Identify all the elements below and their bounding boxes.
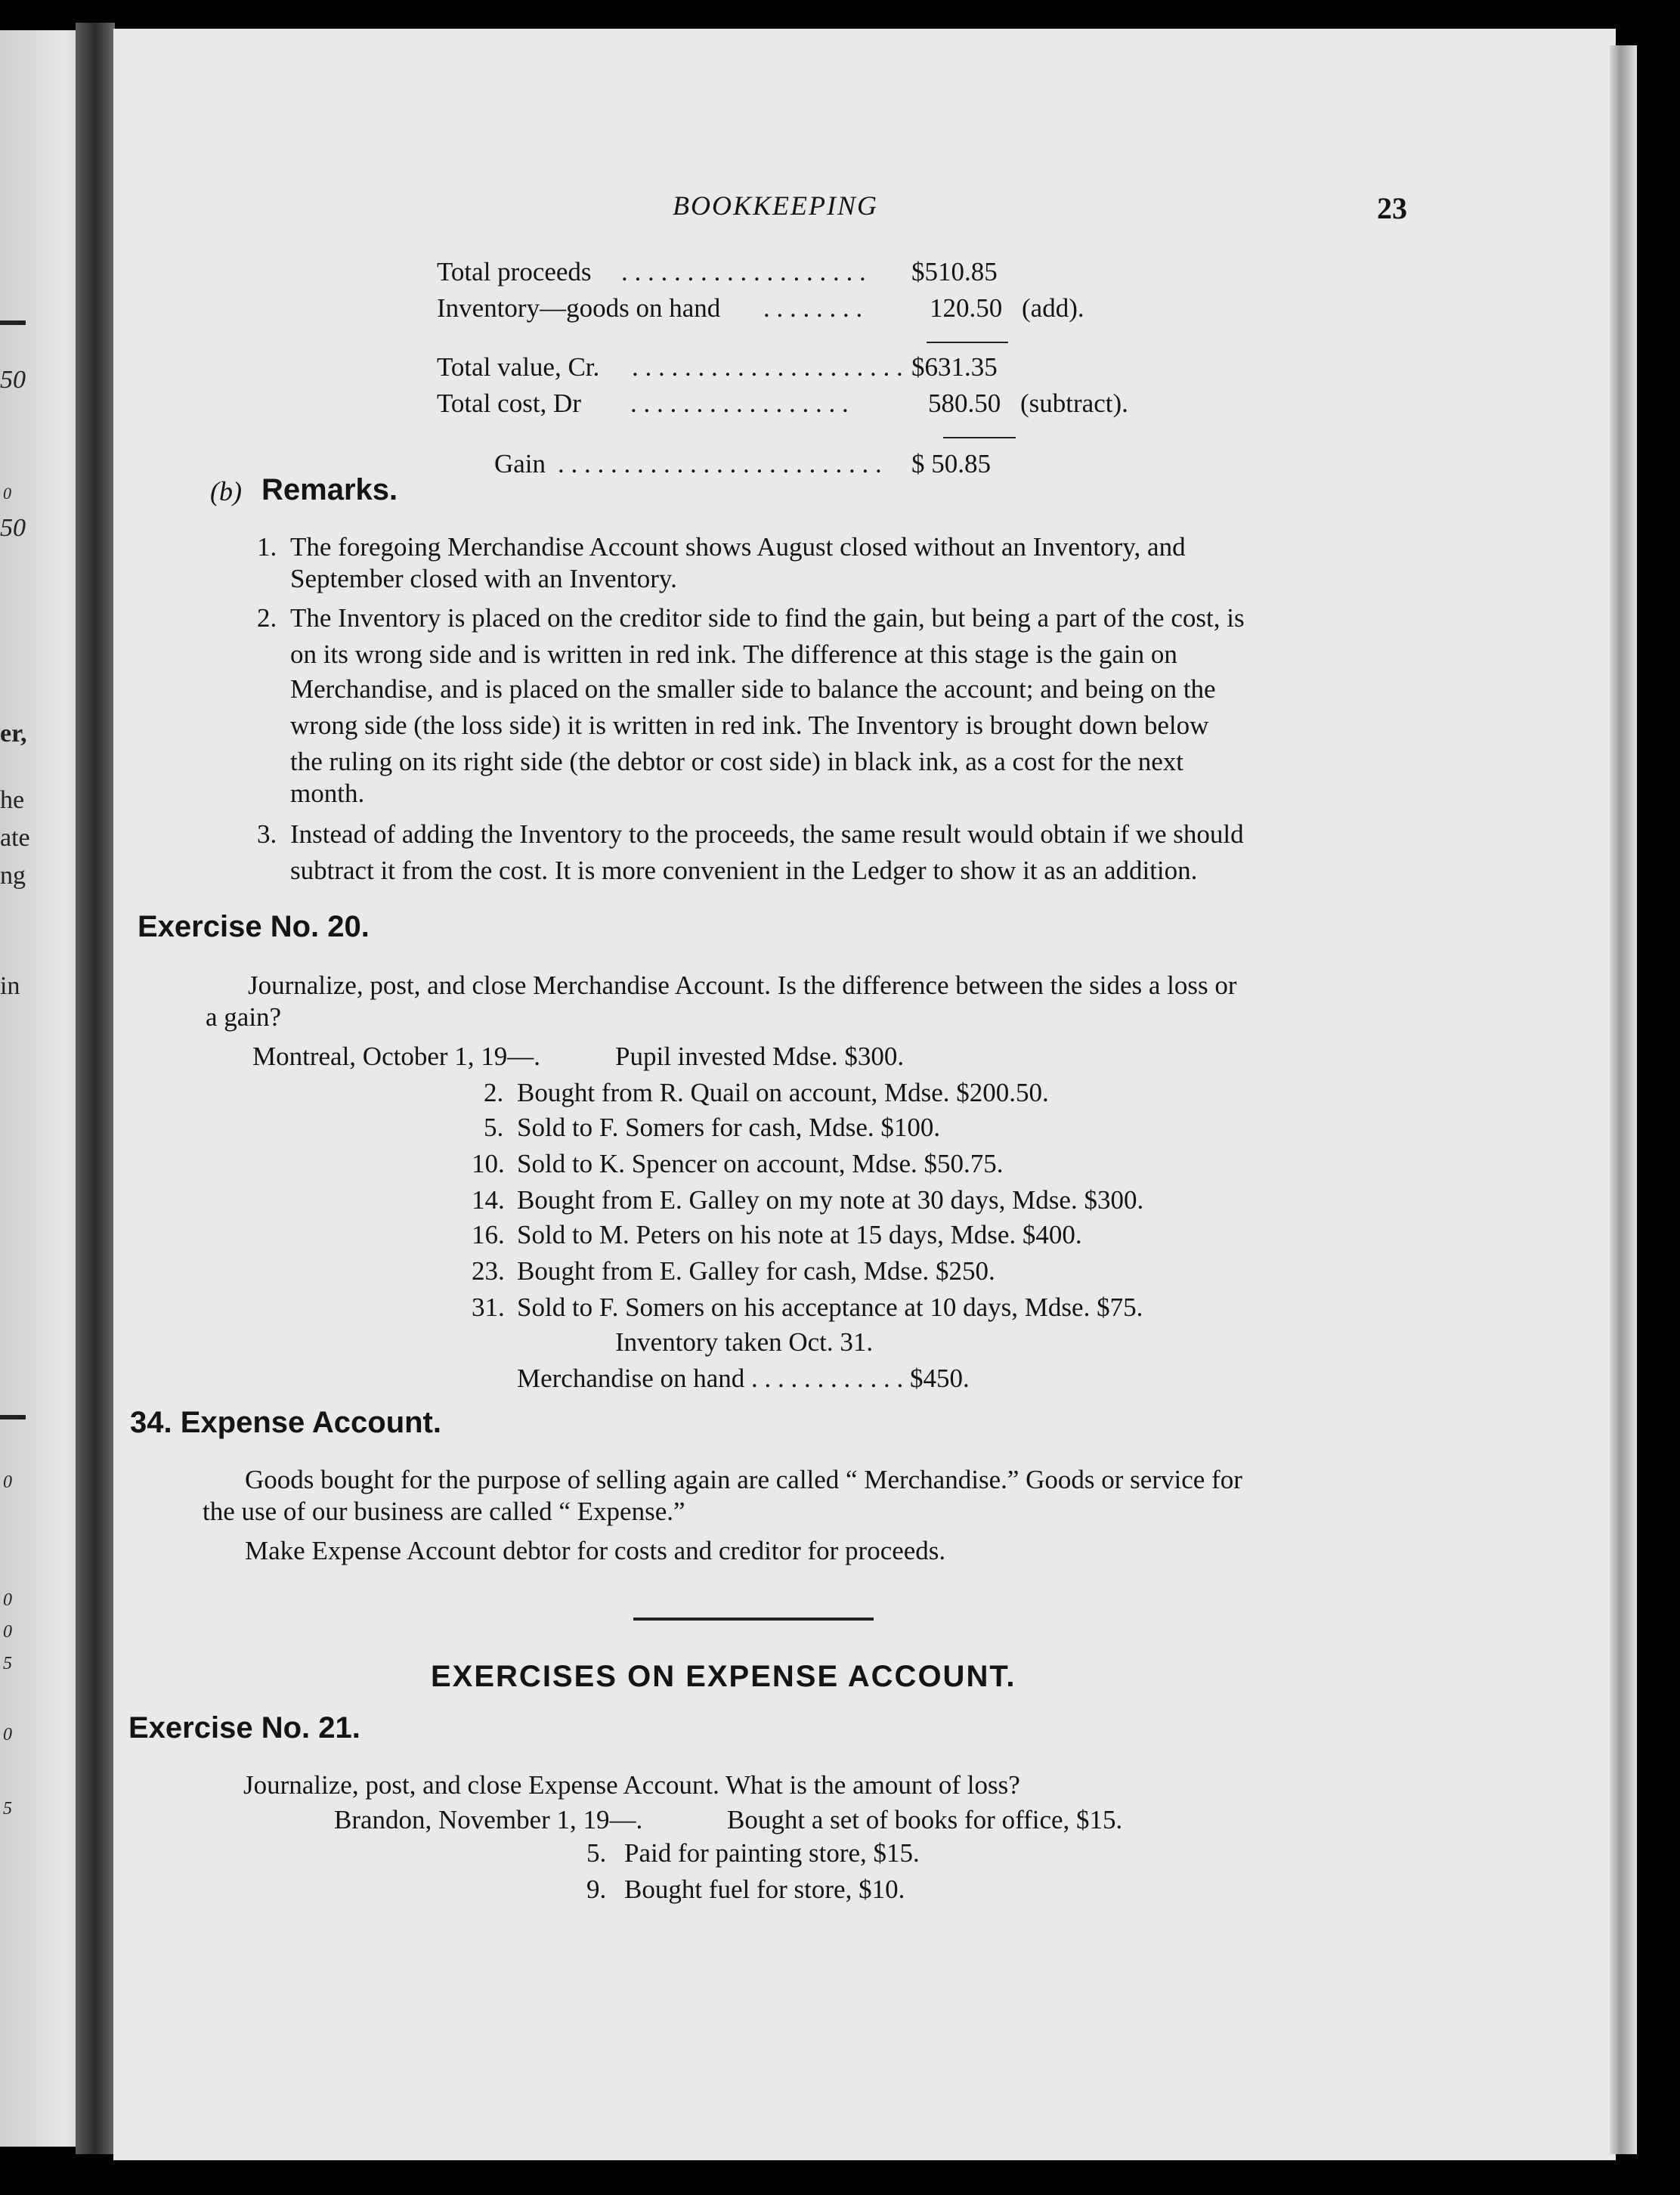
book-gutter [76, 23, 115, 2154]
exercise-20-intro: Journalize, post, and close Merchandise Account. Is the difference between the sides a loss or [248, 971, 1237, 1000]
summary-value: $510.85 [911, 257, 998, 286]
margin-fragment: 50 [0, 366, 26, 394]
entry-date: 14. [472, 1185, 505, 1215]
margin-fragment: ng [0, 862, 26, 890]
summary-rule [943, 437, 1016, 438]
remark-line: wrong side (the loss side) it is written in red ink. The Inventory is brought down below [290, 711, 1209, 740]
exercise-21-intro: Journalize, post, and close Expense Account. What is the amount of loss? [243, 1770, 1020, 1800]
right-page-edge [1610, 45, 1637, 2154]
margin-fragment: er, [0, 720, 27, 748]
summary-value: 120.50 [930, 293, 1003, 323]
entry-date: 23. [472, 1256, 505, 1286]
remark-line: the ruling on its right side (the debtor or cost side) in black ink, as a cost for the next [290, 747, 1183, 776]
exercise-20-heading: Exercise No. 20. [138, 910, 370, 943]
section-34-paragraph: the use of our business are called “ Expense.” [203, 1497, 685, 1526]
entry-text: Bought a set of books for office, $15. [727, 1805, 1123, 1834]
remark-line: Merchandise, and is placed on the smaller side to balance the account; and being on the [290, 674, 1216, 704]
entry-date: Montreal, October 1, 19—. [252, 1042, 541, 1071]
entry-date: 9. [586, 1875, 607, 1904]
entry-text: Paid for painting store, $15. [624, 1838, 920, 1868]
summary-label: Total value, Cr. [437, 352, 600, 382]
remark-line: The foregoing Merchandise Account shows August closed without an Inventory, and [290, 532, 1186, 562]
summary-label: Total cost, Dr [437, 389, 581, 418]
entry-text: Sold to F. Somers for cash, Mdse. $100. [517, 1113, 941, 1142]
entry-text: Bought from E. Galley for cash, Mdse. $250. [517, 1256, 995, 1286]
summary-leader: . . . . . . . . . . . . . . . . . [630, 389, 849, 418]
margin-fragment: 0 [3, 1590, 12, 1610]
entry-date: Brandon, November 1, 19—. [334, 1805, 643, 1834]
summary-label: Total proceeds [437, 257, 592, 286]
margin-fragment: 0 [3, 1725, 12, 1745]
remark-line: subtract it from the cost. It is more convenient in the Ledger to show it as an addition. [290, 856, 1198, 885]
margin-fragment: ate [0, 824, 30, 852]
remark-line: month. [290, 779, 365, 808]
remark-line: Instead of adding the Inventory to the proceeds, the same result would obtain if we should [290, 819, 1244, 849]
summary-note: (subtract). [1020, 389, 1128, 418]
entry-date: 5. [484, 1113, 504, 1142]
summary-value: $631.35 [911, 352, 998, 382]
remark-number: 2. [257, 603, 277, 633]
entry-text: Sold to K. Spencer on account, Mdse. $50.75. [517, 1149, 1004, 1178]
section-34-paragraph: Make Expense Account debtor for costs and creditor for proceeds. [245, 1536, 946, 1565]
margin-fragment: in [0, 972, 20, 1000]
margin-fragment: 0 [3, 1472, 12, 1492]
entry-text: Bought from E. Galley on my note at 30 days, Mdse. $300. [517, 1185, 1144, 1215]
summary-label: Inventory—goods on hand [437, 293, 721, 323]
margin-fragment: 0 [3, 1622, 12, 1642]
entry-date: 31. [472, 1293, 505, 1322]
margin-rule [0, 1415, 26, 1419]
remark-number: 3. [257, 819, 277, 849]
remark-line: September closed with an Inventory. [290, 564, 677, 593]
running-head: BOOKKEEPING [673, 190, 878, 221]
page-number: 23 [1377, 191, 1407, 225]
entry-text: Pupil invested Mdse. $300. [615, 1042, 905, 1071]
margin-fragment: 0 [3, 484, 11, 503]
summary-leader: . . . . . . . . [763, 293, 863, 323]
summary-value: $ 50.85 [911, 449, 991, 478]
entry-text: Sold to M. Peters on his note at 15 days, Mdse. $400. [517, 1220, 1082, 1249]
entry-date: 5. [586, 1838, 607, 1868]
exercises-heading: EXERCISES ON EXPENSE ACCOUNT. [431, 1660, 1016, 1693]
section-divider [633, 1618, 874, 1621]
exercise-20-intro: a gain? [206, 1002, 282, 1032]
remark-line: on its wrong side and is written in red ink. The difference at this stage is the gain on [290, 639, 1177, 669]
remarks-letter: (b) [210, 476, 242, 506]
section-34-paragraph: Goods bought for the purpose of selling again are called “ Merchandise.” Goods or service for [245, 1465, 1242, 1494]
inventory-line: Merchandise on hand . . . . . . . . . . . . $450. [517, 1364, 970, 1393]
remarks-heading: Remarks. [261, 473, 398, 506]
summary-note: (add). [1022, 293, 1084, 323]
exercise-21-heading: Exercise No. 21. [128, 1711, 360, 1745]
entry-date: 16. [472, 1220, 505, 1249]
entry-text: Bought from R. Quail on account, Mdse. $200.50. [517, 1078, 1049, 1107]
summary-rule [927, 342, 1008, 343]
entry-text: Sold to F. Somers on his acceptance at 10 days, Mdse. $75. [517, 1293, 1143, 1322]
summary-leader: . . . . . . . . . . . . . . . . . . . . . [632, 352, 903, 382]
remark-line: The Inventory is placed on the creditor side to find the gain, but being a part of the cost, is [290, 603, 1245, 633]
summary-label: Gain [494, 449, 546, 478]
margin-fragment: he [0, 786, 25, 814]
entry-date: 10. [472, 1149, 505, 1178]
summary-leader: . . . . . . . . . . . . . . . . . . . [621, 257, 866, 286]
margin-fragment: 50 [0, 514, 26, 542]
margin-fragment: 5 [3, 1654, 12, 1673]
entry-text: Bought fuel for store, $10. [624, 1875, 905, 1904]
margin-rule [0, 320, 26, 325]
summary-value: 580.50 [928, 389, 1001, 418]
summary-leader: . . . . . . . . . . . . . . . . . . . . . . . . . [558, 449, 882, 478]
remark-number: 1. [257, 532, 277, 562]
section-34-heading: 34. Expense Account. [130, 1406, 441, 1439]
inventory-note: Inventory taken Oct. 31. [615, 1327, 874, 1357]
entry-date: 2. [484, 1078, 504, 1107]
margin-fragment: 5 [3, 1799, 12, 1819]
